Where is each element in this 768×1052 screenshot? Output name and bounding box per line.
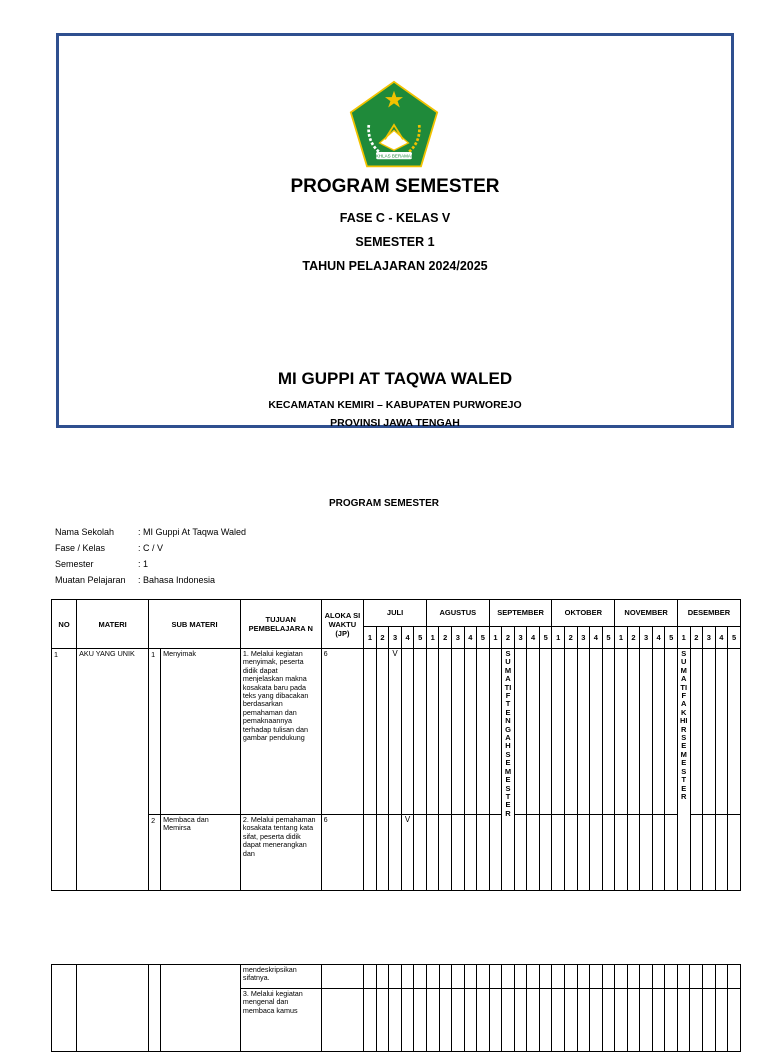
week-cell <box>439 965 452 989</box>
materi-cell: AKU YANG UNIK <box>77 649 149 891</box>
week-header: 4 <box>652 626 665 648</box>
week-cell <box>552 815 565 891</box>
week-cell <box>477 649 490 815</box>
info-label: Muatan Pelajaran <box>55 575 126 585</box>
week-cell <box>652 989 665 1052</box>
kemenag-logo <box>349 80 439 170</box>
sumatif-letter: E <box>505 800 511 810</box>
week-cell <box>514 649 527 815</box>
week-header: 2 <box>502 626 515 648</box>
week-cell <box>677 965 690 989</box>
week-cell <box>527 989 540 1052</box>
week-cell <box>376 989 389 1052</box>
sumatif-letter: S <box>505 749 511 759</box>
week-header: 4 <box>590 626 603 648</box>
row-number <box>52 965 77 1052</box>
week-cell <box>426 649 439 815</box>
week-header: 4 <box>715 626 728 648</box>
week-header: 1 <box>552 626 565 648</box>
week-header: 5 <box>477 626 490 648</box>
week-cell <box>602 815 615 891</box>
week-cell <box>690 815 703 891</box>
week-header: 3 <box>703 626 716 648</box>
week-cell <box>602 989 615 1052</box>
week-cell <box>452 989 465 1052</box>
week-cell <box>690 649 703 815</box>
week-cell <box>690 989 703 1052</box>
week-cell <box>627 649 640 815</box>
sumatif-letter: T <box>505 791 511 801</box>
week-header: 2 <box>690 626 703 648</box>
sub-number: 1 <box>149 649 161 815</box>
sumatif-letter: M <box>680 665 687 675</box>
sub-materi-cell <box>161 965 241 1052</box>
sumatif-letter: H <box>505 741 511 751</box>
week-header: 4 <box>464 626 477 648</box>
week-cell <box>728 989 741 1052</box>
week-cell <box>665 989 678 1052</box>
week-cell <box>615 649 628 815</box>
alokasi-cell <box>321 965 364 989</box>
tujuan-cell: 1. Melalui kegiatan menyimak, peserta didik dapat menjelaskan makna kosakata baru pada teks yang dibacakan berdasarkan pemahaman dan pemaknaannya terhadap tulisan dan gambar pendukung <box>240 649 321 815</box>
table-row <box>52 965 741 989</box>
sumatif-letter: N <box>505 716 511 726</box>
week-cell <box>401 649 414 815</box>
sumatif-letter: S <box>681 649 687 658</box>
header-sub-materi: SUB MATERI <box>149 600 241 649</box>
week-cell <box>590 815 603 891</box>
week-cell <box>590 649 603 815</box>
sumatif-letter: A <box>505 674 511 684</box>
week-cell <box>590 989 603 1052</box>
week-cell <box>477 965 490 989</box>
week-header: 3 <box>452 626 465 648</box>
week-header: 2 <box>564 626 577 648</box>
week-cell <box>477 989 490 1052</box>
week-cell <box>715 815 728 891</box>
week-cell <box>577 815 590 891</box>
month-header: SEPTEMBER <box>489 600 552 627</box>
week-cell <box>728 649 741 815</box>
week-cell <box>439 649 452 815</box>
week-cell <box>376 965 389 989</box>
week-cell <box>665 649 678 815</box>
sumatif-letter: E <box>681 758 687 768</box>
week-header: 5 <box>602 626 615 648</box>
info-value: : MI Guppi At Taqwa Waled <box>138 527 247 537</box>
week-cell <box>539 965 552 989</box>
week-cell <box>389 815 402 891</box>
week-header: 3 <box>640 626 653 648</box>
week-cell <box>615 989 628 1052</box>
week-cell <box>527 649 540 815</box>
provinsi-line: PROVINSI JAWA TENGAH <box>330 417 460 429</box>
week-cell <box>439 989 452 1052</box>
week-header: 2 <box>627 626 640 648</box>
week-cell <box>364 815 377 891</box>
week-cell <box>715 989 728 1052</box>
tahun-pelajaran-line: TAHUN PELAJARAN 2024/2025 <box>302 259 488 273</box>
week-cell <box>640 965 653 989</box>
week-cell <box>577 649 590 815</box>
week-cell <box>703 989 716 1052</box>
sumatif-letter: U <box>681 657 687 667</box>
sumatif-letter: G <box>505 724 511 734</box>
week-cell <box>439 815 452 891</box>
week-cell <box>577 989 590 1052</box>
week-cell <box>426 965 439 989</box>
sub-number <box>149 965 161 1052</box>
week-cell <box>464 965 477 989</box>
sumatif-tengah-semester <box>502 649 515 891</box>
week-cell <box>677 989 690 1052</box>
week-cell <box>401 989 414 1052</box>
fase-kelas-line: FASE C - KELAS V <box>339 211 451 225</box>
week-cell <box>527 965 540 989</box>
month-header: NOVEMBER <box>615 600 678 627</box>
week-header: 2 <box>376 626 389 648</box>
month-header: AGUSTUS <box>426 600 489 627</box>
info-row <box>55 572 246 588</box>
week-cell <box>640 649 653 815</box>
week-cell <box>514 965 527 989</box>
week-cell <box>489 815 502 891</box>
info-row <box>55 556 246 572</box>
week-cell <box>615 815 628 891</box>
sumatif-akhir-semester <box>677 649 690 891</box>
sumatif-letter: E <box>681 783 687 793</box>
program-semester-table <box>51 599 741 891</box>
sumatif-letter: R <box>681 724 687 734</box>
week-cell <box>615 965 628 989</box>
sumatif-letter: F <box>505 691 511 701</box>
week-cell <box>414 965 427 989</box>
week-cell <box>452 649 465 815</box>
week-mark: V <box>401 815 414 891</box>
week-cell <box>703 965 716 989</box>
week-cell <box>389 965 402 989</box>
program-semester-title: PROGRAM SEMESTER <box>290 176 500 197</box>
week-cell <box>401 965 414 989</box>
tujuan-cell: 2. Melalui pemahaman kosakata tentang kata sifat, peserta didik dapat menerangkan dan <box>240 815 321 891</box>
week-header: 5 <box>539 626 552 648</box>
sumatif-letter: TI <box>680 682 688 692</box>
month-header: DESEMBER <box>677 600 740 627</box>
section-title: PROGRAM SEMESTER <box>328 498 439 509</box>
week-cell <box>514 815 527 891</box>
week-cell <box>627 965 640 989</box>
school-name: MI GUPPI AT TAQWA WALED <box>277 369 513 388</box>
info-label: Semester <box>55 559 94 569</box>
week-cell <box>426 815 439 891</box>
week-cell <box>690 965 703 989</box>
sumatif-letter: S <box>681 766 687 776</box>
week-cell <box>527 815 540 891</box>
week-cell <box>652 649 665 815</box>
sumatif-letter: T <box>681 775 687 785</box>
week-cell <box>376 649 389 815</box>
info-value: : Bahasa Indonesia <box>138 575 216 585</box>
sumatif-letter: M <box>680 749 687 759</box>
week-cell <box>414 649 427 815</box>
materi-cell <box>77 965 149 1052</box>
week-cell <box>565 989 578 1052</box>
week-cell <box>652 965 665 989</box>
svg-text:IKHLAS BERAMAL: IKHLAS BERAMAL <box>374 153 414 159</box>
cover-page <box>56 33 734 428</box>
sumatif-letter: A <box>505 733 511 743</box>
week-cell <box>489 989 502 1052</box>
week-cell <box>539 815 552 891</box>
week-cell <box>539 649 552 815</box>
week-cell <box>715 965 728 989</box>
week-header: 1 <box>364 626 377 648</box>
sumatif-letter: T <box>505 699 511 709</box>
info-label: Fase / Kelas <box>55 543 106 553</box>
week-cell <box>477 815 490 891</box>
sub-materi-cell: Membaca dan Memirsa <box>161 815 241 891</box>
week-cell <box>464 815 477 891</box>
week-header: 1 <box>426 626 439 648</box>
week-cell <box>627 815 640 891</box>
sumatif-letter: R <box>505 808 511 818</box>
sumatif-letter: A <box>681 699 687 709</box>
week-cell <box>364 965 377 989</box>
alokasi-cell: 6 <box>321 815 364 891</box>
week-cell <box>452 815 465 891</box>
week-header: 5 <box>665 626 678 648</box>
month-header: OKTOBER <box>552 600 615 627</box>
week-cell <box>364 649 377 815</box>
sumatif-letter: S <box>681 733 687 743</box>
week-cell <box>376 815 389 891</box>
sumatif-letter: S <box>505 649 511 658</box>
sumatif-letter: S <box>505 783 511 793</box>
week-header: 3 <box>389 626 402 648</box>
week-cell <box>452 965 465 989</box>
alokasi-cell: 6 <box>321 649 364 815</box>
sumatif-letter: TI <box>504 682 512 692</box>
sumatif-letter: F <box>681 691 687 701</box>
sumatif-letter: K <box>681 707 687 717</box>
week-header: 1 <box>615 626 628 648</box>
week-cell <box>514 989 527 1052</box>
week-cell <box>464 649 477 815</box>
kecamatan-line: KECAMATAN KEMIRI – KABUPATEN PURWOREJO <box>268 399 522 411</box>
semester-line: SEMESTER 1 <box>355 235 435 249</box>
week-cell <box>703 649 716 815</box>
week-cell <box>590 965 603 989</box>
week-cell <box>565 965 578 989</box>
week-cell <box>715 649 728 815</box>
row-number: 1 <box>52 649 77 891</box>
week-header: 3 <box>514 626 527 648</box>
week-mark: V <box>389 649 402 815</box>
program-semester-table-continued <box>51 964 741 1052</box>
week-cell <box>552 965 565 989</box>
sub-number: 2 <box>149 815 161 891</box>
sumatif-letter: R <box>681 791 687 801</box>
week-header: 4 <box>527 626 540 648</box>
week-cell <box>703 815 716 891</box>
week-cell <box>414 989 427 1052</box>
week-cell <box>552 649 565 815</box>
week-cell <box>502 965 515 989</box>
header-materi: MATERI <box>77 600 149 649</box>
sumatif-letter: E <box>505 707 511 717</box>
header-tujuan: TUJUAN PEMBELAJARA N <box>240 600 321 649</box>
alokasi-cell <box>321 989 364 1052</box>
table-row <box>52 815 741 891</box>
week-cell <box>728 965 741 989</box>
info-row <box>55 524 246 540</box>
week-cell <box>627 989 640 1052</box>
month-header: JULI <box>364 600 427 627</box>
week-cell <box>552 989 565 1052</box>
sumatif-letter: M <box>504 665 512 675</box>
sumatif-letter: HI <box>679 716 688 726</box>
sumatif-letter: A <box>681 674 687 684</box>
week-cell <box>665 965 678 989</box>
info-value: : C / V <box>138 543 164 553</box>
week-header: 1 <box>677 626 690 648</box>
week-cell <box>389 989 402 1052</box>
week-header: 4 <box>401 626 414 648</box>
week-cell <box>564 815 577 891</box>
week-cell <box>665 815 678 891</box>
sub-materi-cell: Menyimak <box>161 649 241 815</box>
week-header: 5 <box>728 626 741 648</box>
identity-info <box>55 524 246 588</box>
week-cell <box>489 965 502 989</box>
week-cell <box>564 649 577 815</box>
sumatif-letter: M <box>504 766 512 776</box>
week-cell <box>577 965 590 989</box>
sumatif-letter: U <box>505 657 511 667</box>
sumatif-letter: E <box>505 775 511 785</box>
tujuan-cell: mendeskripsikan sifatnya. <box>240 965 321 989</box>
tujuan-cell: 3. Melalui kegiatan mengenal dan membaca kamus <box>240 989 321 1052</box>
week-cell <box>640 815 653 891</box>
week-header: 1 <box>489 626 502 648</box>
week-cell <box>414 815 427 891</box>
week-header: 5 <box>414 626 427 648</box>
week-header: 3 <box>577 626 590 648</box>
info-label: Nama Sekolah <box>55 527 115 537</box>
week-cell <box>728 815 741 891</box>
week-cell <box>426 989 439 1052</box>
week-cell <box>652 815 665 891</box>
week-cell <box>489 649 502 815</box>
sumatif-letter: E <box>681 741 687 751</box>
header-no: NO <box>52 600 77 649</box>
week-cell <box>364 989 377 1052</box>
week-cell <box>464 989 477 1052</box>
info-row <box>55 540 246 556</box>
info-value: : 1 <box>138 559 149 569</box>
week-header: 2 <box>439 626 452 648</box>
header-alokasi: ALOKA SI WAKTU (JP) <box>321 600 364 649</box>
week-cell <box>539 989 552 1052</box>
week-cell <box>640 989 653 1052</box>
week-cell <box>602 649 615 815</box>
table-row <box>52 649 741 815</box>
week-cell <box>602 965 615 989</box>
week-cell <box>502 989 515 1052</box>
sumatif-letter: E <box>505 758 511 768</box>
